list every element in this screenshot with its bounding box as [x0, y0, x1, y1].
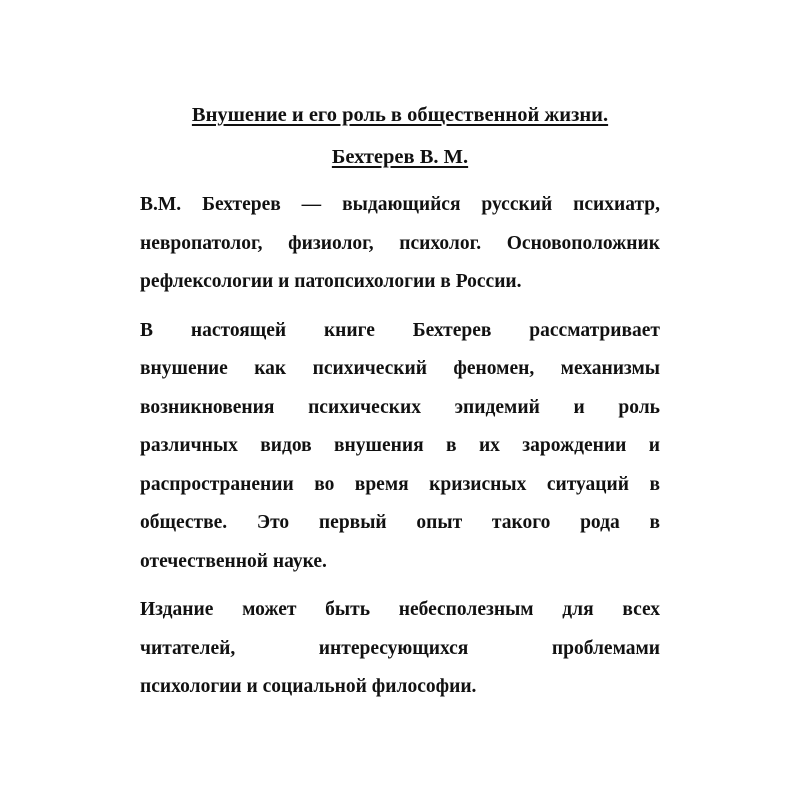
paragraph-line: читателей, интересующихся проблемами: [140, 637, 660, 659]
paragraph-line: распространении во время кризисных ситуаций в: [140, 473, 660, 495]
paragraph-line: психологии и социальной философии.: [140, 676, 477, 697]
document-body: [140, 186, 660, 707]
paragraph-line: возникновения психических эпидемий и роль: [140, 396, 660, 418]
paragraph-line: отечественной науке.: [140, 550, 327, 572]
paragraph-line: В.М. Бехтерев — выдающийся русский психиатр,: [140, 194, 660, 215]
document-page: [140, 96, 660, 707]
paragraph-line: обществе. Это первый опыт такого рода в: [140, 512, 660, 533]
paragraph-line: В настоящей книге Бехтерев рассматривает: [140, 319, 660, 341]
paragraph: [140, 312, 660, 582]
paragraph-line: внушение как психический феномен, механизмы: [140, 358, 660, 379]
paragraph: [140, 591, 660, 707]
document-title: Внушение и его роль в общественной жизни.: [191, 104, 609, 126]
document-author: Бехтерев В. М.: [331, 146, 469, 168]
paragraph: [140, 186, 660, 302]
paragraph-line: различных видов внушения в их зарождении и: [140, 435, 660, 456]
paragraph-line: невропатолог, физиолог, психолог. Основоположник: [140, 232, 660, 254]
paragraph-line: Издание может быть небесполезным для всех: [140, 599, 660, 620]
paragraph-line: рефлексологии и патопсихологии в России.: [140, 271, 522, 292]
